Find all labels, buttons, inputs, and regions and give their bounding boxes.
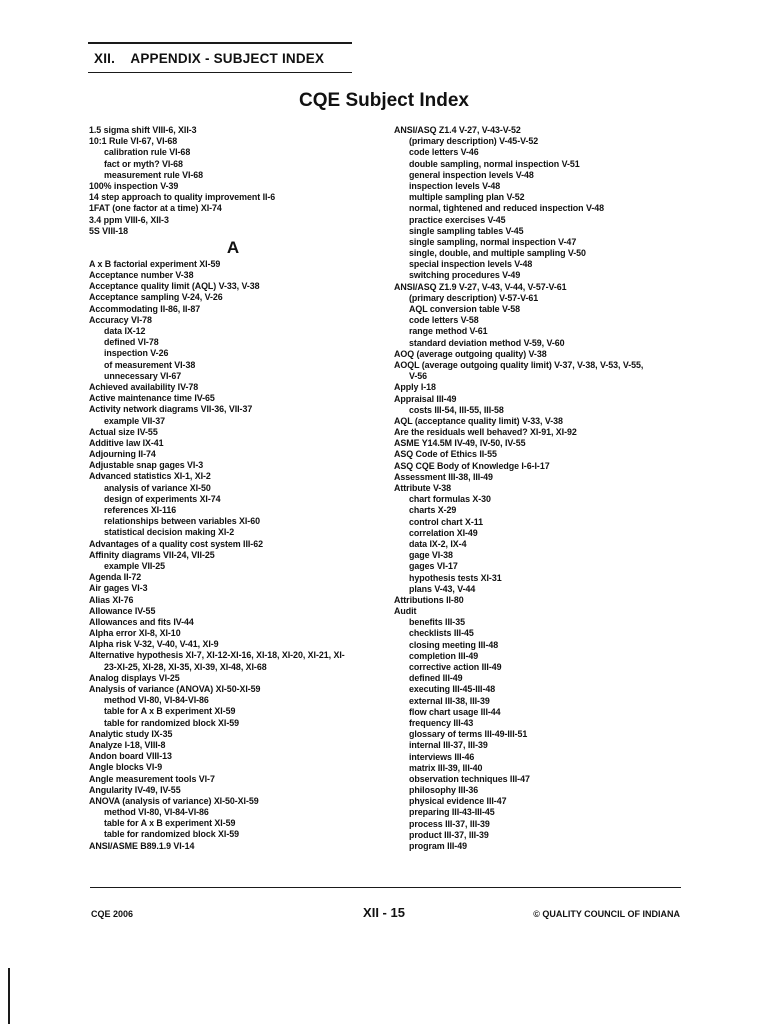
index-subentry: glossary of terms III-49-III-51 (409, 729, 528, 740)
index-entry: ANSI/ASQ Z1.4 V-27, V-43-V-52 (394, 125, 521, 135)
index-subentry: table for randomized block XI-59 (104, 717, 240, 728)
index-subentry: defined VI-78 (104, 337, 159, 348)
index-subentry: statistical decision making XI-2 (104, 527, 235, 538)
index-entry: ASME Y14.5M IV-49, IV-50, IV-55 (394, 438, 526, 449)
index-entry: Actual size IV-55 (89, 426, 158, 437)
index-subentry: measurement rule VI-68 (104, 169, 204, 180)
index-entry: Are the residuals well behaved? XI-91, XI-92 (394, 427, 577, 438)
index-subentry: calibration rule VI-68 (104, 147, 191, 158)
index-entry: 14 step approach to quality improvement II-6 (89, 192, 276, 203)
index-entry: A x B factorial experiment XI-59 (89, 258, 221, 269)
index-subentry: completion III-49 (409, 650, 479, 661)
index-entry: Activity network diagrams VII-36, VII-37 (89, 404, 253, 415)
index-entry: Adjustable snap gages VI-3 (89, 460, 204, 471)
index-column-right (394, 125, 694, 852)
index-subentry: benefits III-35 (409, 617, 465, 628)
index-subentry: range method V-61 (409, 326, 488, 337)
index-subentry: of measurement VI-38 (104, 359, 196, 370)
index-entry: Audit (394, 606, 417, 617)
index-subentry: control chart X-11 (409, 516, 484, 527)
index-entry: Accuracy VI-78 (89, 314, 152, 325)
index-subentry: multiple sampling plan V-52 (409, 192, 525, 203)
index-entry: Affinity diagrams VII-24, VII-25 (89, 549, 215, 560)
index-column-left (89, 125, 389, 852)
index-subentry: hypothesis tests XI-31 (409, 572, 502, 583)
index-subentry: double sampling, normal inspection V-51 (409, 158, 580, 169)
index-entry: Advantages of a quality cost system III-62 (89, 538, 263, 549)
index-entry: 10:1 Rule VI-67, VI-68 (89, 136, 178, 147)
index-subentry: switching procedures V-49 (409, 270, 521, 281)
index-entry: Attributions II-80 (394, 594, 464, 605)
index-entry: Alpha error XI-8, XI-10 (89, 628, 181, 639)
index-entry: Alternative hypothesis XI-7, XI-12-XI-16, XI-18, XI-20, XI-21, XI- (89, 650, 345, 661)
index-subentry: checklists III-45 (409, 628, 474, 639)
header-bottom-rule (88, 72, 352, 73)
index-subentry: AQL conversion table V-58 (409, 304, 521, 314)
index-subentry: single sampling, normal inspection V-47 (409, 236, 577, 247)
index-entry: Assessment III-38, III-49 (394, 471, 493, 482)
index-subentry: chart formulas X-30 (409, 494, 491, 505)
index-subentry: analysis of variance XI-50 (104, 482, 211, 493)
index-subentry: interviews III-46 (409, 751, 475, 762)
index-subentry: flow chart usage III-44 (409, 706, 501, 717)
index-entry: AQL (acceptance quality limit) V-33, V-38 (394, 415, 563, 426)
index-entry: Appraisal III-49 (394, 393, 457, 404)
index-entry: V-56 (409, 371, 428, 382)
index-subentry: standard deviation method V-59, V-60 (409, 337, 565, 348)
index-entry: Adjourning II-74 (89, 449, 156, 460)
index-subentry: code letters V-58 (409, 315, 479, 326)
index-entry: AOQL (average outgoing quality limit) V-37, V-38, V-53, V-55, (394, 359, 644, 370)
index-subentry: (primary description) V-45-V-52 (409, 136, 539, 147)
index-subentry: table for randomized block XI-59 (104, 829, 240, 840)
index-subentry: closing meeting III-48 (409, 639, 499, 650)
index-subentry: process III-37, III-39 (409, 818, 490, 829)
index-entry: Alpha risk V-32, V-40, V-41, XI-9 (89, 639, 219, 650)
index-subentry: design of experiments XI-74 (104, 493, 221, 504)
index-entry: ANSI/ASME B89.1.9 VI-14 (89, 840, 195, 851)
index-subentry: observation techniques III-47 (409, 773, 530, 784)
scan-edge-mark (8, 968, 10, 1024)
index-subentry: practice exercises V-45 (409, 214, 506, 225)
index-entry: Active maintenance time IV-65 (89, 393, 215, 404)
index-subentry: physical evidence III-47 (409, 796, 507, 807)
index-subentry: method VI-80, VI-84-VI-86 (104, 807, 209, 818)
index-subentry: product III-37, III-39 (409, 829, 489, 840)
index-subentry: inspection V-26 (104, 348, 169, 359)
index-subentry: single, double, and multiple sampling V-50 (409, 248, 586, 259)
index-entry: Accommodating II-86, II-87 (89, 303, 201, 314)
index-entry: 5S VIII-18 (89, 225, 128, 236)
index-subentry: external III-38, III-39 (409, 695, 490, 706)
index-entry: Acceptance number V-38 (89, 270, 194, 281)
index-entry: Achieved availability IV-78 (89, 381, 199, 392)
index-subentry: data IX-12 (104, 326, 146, 336)
index-entry: 100% inspection V-39 (89, 180, 179, 191)
index-subentry: example VII-37 (104, 415, 165, 426)
index-entry: Angle measurement tools VI-7 (89, 773, 215, 784)
index-subentry: (primary description) V-57-V-61 (409, 292, 539, 303)
index-subentry: table for A x B experiment XI-59 (104, 818, 236, 829)
index-entry: 1FAT (one factor at a time) XI-74 (89, 203, 222, 214)
index-subentry: program III-49 (409, 841, 467, 851)
index-entry: Analysis of variance (ANOVA) XI-50-XI-59 (89, 684, 261, 694)
chapter-title: APPENDIX - SUBJECT INDEX (130, 51, 325, 66)
footer-publisher: © QUALITY COUNCIL OF INDIANA (533, 909, 680, 919)
index-entry: Apply I-18 (394, 382, 436, 393)
index-subentry: unnecessary VI-67 (104, 370, 182, 381)
index-subentry: gage VI-38 (409, 550, 453, 561)
index-subentry: preparing III-43-III-45 (409, 807, 495, 818)
index-subentry: inspection levels V-48 (409, 180, 501, 191)
index-entry: Angle blocks VI-9 (89, 762, 163, 773)
index-subentry: gages VI-17 (409, 561, 458, 572)
index-subentry: method VI-80, VI-84-VI-86 (104, 695, 209, 706)
index-entry: Analyze I-18, VIII-8 (89, 739, 166, 750)
index-subentry: single sampling tables V-45 (409, 225, 524, 236)
index-entry: Air gages VI-3 (89, 583, 148, 594)
index-subentry: fact or myth? VI-68 (104, 158, 183, 169)
index-entry: Attribute V-38 (394, 483, 451, 493)
index-subentry: relationships between variables XI-60 (104, 516, 260, 527)
index-entry: ASQ CQE Body of Knowledge I-6-I-17 (394, 460, 550, 471)
index-entry: Angularity IV-49, IV-55 (89, 784, 181, 795)
footer-rule (90, 887, 681, 888)
index-entry: Additive law IX-41 (89, 437, 164, 448)
index-subentry: normal, tightened and reduced inspection V-48 (409, 203, 605, 214)
index-subentry: table for A x B experiment XI-59 (104, 706, 236, 717)
index-entry: Analytic study IX-35 (89, 728, 173, 739)
index-entry: ANSI/ASQ Z1.9 V-27, V-43, V-44, V-57-V-61 (394, 281, 567, 292)
index-subentry: corrective action III-49 (409, 662, 502, 672)
index-entry: Acceptance sampling V-24, V-26 (89, 292, 223, 303)
index-subentry: frequency III-43 (409, 717, 474, 728)
index-entry: 3.4 ppm VIII-6, XII-3 (89, 214, 169, 225)
index-subentry: references XI-116 (104, 505, 177, 515)
index-subentry: plans V-43, V-44 (409, 583, 476, 594)
index-letter-heading: A (226, 237, 240, 257)
index-entry: ANOVA (analysis of variance) XI-50-XI-59 (89, 795, 259, 806)
header-title (94, 51, 324, 66)
chapter-number: XII. (94, 51, 116, 66)
index-entry: Andon board VIII-13 (89, 751, 172, 762)
index-subentry: matrix III-39, III-40 (409, 762, 483, 773)
index-subentry: defined III-49 (409, 673, 463, 684)
index-entry: ASQ Code of Ethics II-55 (394, 449, 497, 460)
footer-edition: CQE 2006 (91, 909, 134, 919)
index-subentry: charts X-29 (409, 505, 457, 516)
index-entry: AOQ (average outgoing quality) V-38 (394, 348, 547, 359)
index-subentry: special inspection levels V-48 (409, 259, 533, 270)
page-title: CQE Subject Index (299, 90, 469, 111)
index-subentry: example VII-25 (104, 560, 165, 571)
index-subentry: general inspection levels V-48 (409, 169, 534, 180)
index-entry: Allowance IV-55 (89, 605, 156, 616)
index-entry: Advanced statistics XI-1, XI-2 (89, 471, 211, 482)
index-subentry: code letters V-46 (409, 147, 479, 158)
index-entry: Analog displays VI-25 (89, 672, 180, 683)
index-entry: 1.5 sigma shift VIII-6, XII-3 (89, 125, 197, 135)
index-subentry: internal III-37, III-39 (409, 740, 488, 751)
index-entry: Alias XI-76 (89, 594, 134, 605)
index-subentry: correlation XI-49 (409, 527, 478, 538)
index-subentry: executing III-45-III-48 (409, 684, 496, 695)
footer-page-number: XII - 15 (363, 905, 405, 920)
index-entry: Allowances and fits IV-44 (89, 616, 194, 627)
index-subentry: data IX-2, IX-4 (409, 538, 467, 549)
index-entry: Agenda II-72 (89, 572, 142, 583)
index-subentry: costs III-54, III-55, III-58 (409, 404, 504, 415)
index-entry: 23-XI-25, XI-28, XI-35, XI-39, XI-48, XI-68 (104, 661, 267, 672)
index-entry: Acceptance quality limit (AQL) V-33, V-38 (89, 281, 260, 292)
header-top-rule (88, 42, 352, 44)
index-subentry: philosophy III-36 (409, 785, 479, 796)
